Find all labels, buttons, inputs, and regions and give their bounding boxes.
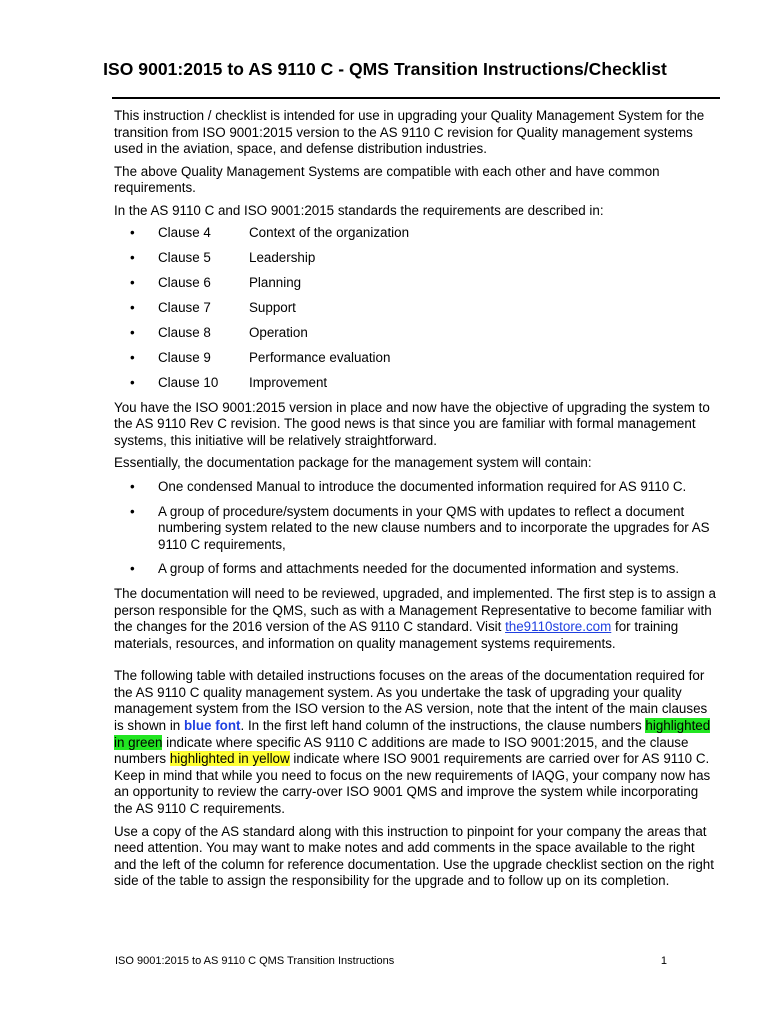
bullet-icon: • [130, 224, 135, 240]
clause-name: Leadership [249, 249, 316, 265]
clause-name: Performance evaluation [249, 349, 391, 365]
table-text-3: indicate where specific AS 9110 C additions are made to ISO 9001:2015, and the clause numbers [114, 734, 689, 767]
bullet-icon: • [130, 274, 135, 290]
package-item-text: One condensed Manual to introduce the documented information required for AS 9110 C. [158, 478, 687, 494]
table-text-1: The following table with detailed instructions focuses on the areas of the documentation required for the AS 9110 C quality management system. As you undertake the task of upgrading your quality management system from the ISO version to the AS version, note that the intent of the main clauses is shown in [114, 668, 708, 734]
clause-number: Clause 9 [158, 349, 211, 365]
title-divider [112, 97, 720, 99]
store-link[interactable]: the9110store.com [505, 619, 612, 635]
list-item [114, 375, 718, 400]
table-text-2: . In the first left hand column of the instructions, the clause numbers [240, 718, 646, 734]
list-item [114, 561, 718, 578]
bullet-icon: • [130, 503, 135, 519]
green-highlight-sample: highlighted in green [114, 718, 711, 750]
list-item [114, 300, 718, 325]
bullet-icon: • [130, 561, 135, 577]
package-list [114, 479, 718, 578]
clause-number: Clause 8 [158, 324, 211, 340]
list-item [114, 225, 718, 250]
list-item [114, 479, 718, 496]
clause-number: Clause 7 [158, 299, 211, 315]
clause-name: Planning [249, 274, 302, 290]
bullet-icon: • [130, 299, 135, 315]
clause-number: Clause 10 [158, 374, 219, 390]
package-intro: Essentially, the documentation package for the management system will contain: [114, 455, 592, 471]
bullet-icon: • [130, 478, 135, 494]
review-paragraph [114, 586, 718, 652]
bullet-icon: • [130, 349, 135, 365]
document-body [114, 108, 718, 890]
package-item-text: A group of procedure/system documents in your QMS with updates to reflect a document numbering system related to the new clause numbers and to incorporate the upgrades for AS 9110 C requirements, [158, 503, 710, 552]
list-item [114, 325, 718, 350]
bullet-icon: • [130, 324, 135, 340]
objective-paragraph: You have the ISO 9001:2015 version in place and now have the objective of upgrading the system to the AS 9110 Rev C revision. The good news is that since you are familiar with formal management systems, this initiative will be relatively straightforward. [114, 399, 710, 448]
clause-number: Clause 5 [158, 249, 211, 265]
compatible-paragraph: The above Quality Management Systems are compatible with each other and have common requirements. [114, 163, 660, 196]
clause-name: Operation [249, 324, 308, 340]
bullet-icon: • [130, 374, 135, 390]
clauses-intro: In the AS 9110 C and ISO 9001:2015 standards the requirements are described in: [114, 202, 604, 218]
clause-name: Support [249, 299, 296, 315]
list-item [114, 250, 718, 275]
review-text-end: for training materials, resources, and information on quality management systems requirements. [114, 619, 679, 651]
list-item [114, 350, 718, 375]
review-text: The documentation will need to be reviewed, upgraded, and implemented. The first step is to assign a person responsible for the QMS, such as with a Management Representative to become familiar with the changes for the 2016 version of the AS 9110 C standard. Visit [114, 585, 716, 635]
list-item [114, 504, 718, 554]
clause-number: Clause 4 [158, 224, 211, 240]
clause-name: Context of the organization [249, 224, 410, 240]
page-footer [115, 955, 667, 967]
bullet-icon: • [130, 249, 135, 265]
keep-in-mind-paragraph: Keep in mind that while you need to focus on the new requirements of IAQG, your company now has an opportunity to review the carry-over ISO 9001 QMS and improve the system while incorporating the AS 9110 C requirements. [114, 767, 711, 817]
page-title: ISO 9001:2015 to AS 9110 C - QMS Transition Instructions/Checklist [103, 59, 667, 79]
table-text-4: indicate where ISO 9001 requirements are carried over for AS 9110 C. [289, 751, 710, 767]
blue-font-sample: blue font [183, 718, 241, 734]
use-copy-paragraph: Use a copy of the AS standard along with this instruction to pinpoint for your company the areas that need attention. You may want to make notes and add comments in the space available to the right and the left of the column for reference documentation. Use the upgrade checklist section on the right side of the table to assign the responsibility for the upgrade and to follow up on its completion. [114, 823, 714, 889]
clause-name: Improvement [249, 374, 328, 390]
package-item-text: A group of forms and attachments needed for the documented information and systems. [158, 561, 680, 577]
clause-number: Clause 6 [158, 274, 211, 290]
intro-paragraph: This instruction / checklist is intended for use in upgrading your Quality Management System for the transition from ISO 9001:2015 version to the AS 9110 C revision for Quality management systems used in the aviation, space, and defense distribution industries. [114, 108, 705, 157]
list-item [114, 275, 718, 300]
page-number: 1 [660, 955, 667, 967]
yellow-highlight-sample: highlighted in yellow [169, 751, 290, 767]
clauses-list [114, 225, 718, 400]
footer-text: ISO 9001:2015 to AS 9110 C QMS Transition Instructions [115, 955, 395, 967]
table-instructions-paragraph [114, 668, 718, 768]
